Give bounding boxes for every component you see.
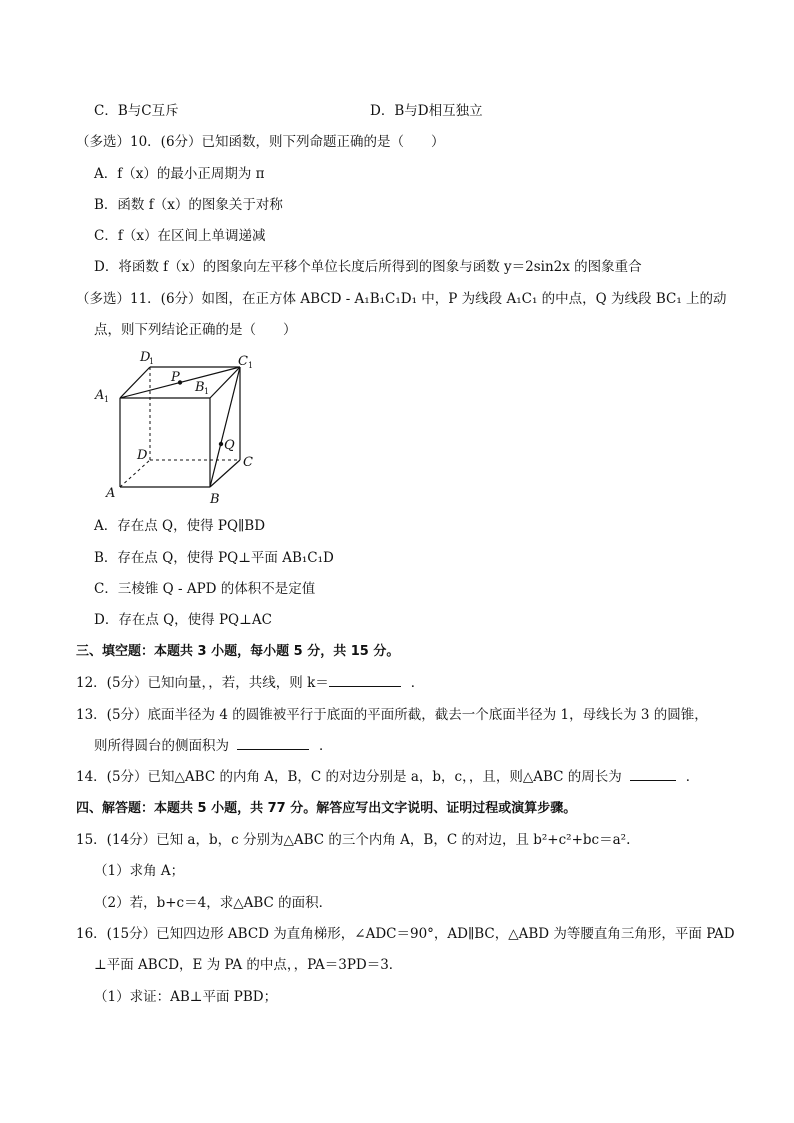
point-q [219,442,223,446]
q13-answer-blank[interactable] [237,737,309,750]
q11-stem-line1: （多选）11．(6分）如图，在正方体 ABCD - A₁B₁C₁D₁ 中，P 为线段 A₁C₁ 的中点，Q 为线段 BC₁ 上的动 [76,291,727,307]
q10-option-b: B．函数 f（x）的图象关于对称 [94,197,283,213]
section-4-heading: 四、解答题：本题共 5 小题，共 77 分。解答应写出文字说明、证明过程或演算步骤。 [76,801,577,816]
q15-stem: 15．(14分）已知 a，b，c 分别为△ABC 的三个内角 A，B，C 的对边，且 b²+c²+bc＝a². [76,832,631,848]
q16-part1: （1）求证：AB⊥平面 PBD； [94,989,278,1005]
q13-text: 则所得圆台的侧面积为 [94,738,229,754]
q12-answer-blank[interactable] [329,674,401,687]
q13-line2 [94,737,333,755]
label-d: D [137,448,148,463]
q9-option-d: D．B与D相互独立 [370,103,483,119]
q10-stem: （多选）10．(6分）已知函数，则下列命题正确的是（ ） [76,134,445,150]
q14 [76,768,699,786]
label-c1: C [238,354,248,369]
label-b1-sub: 1 [204,387,210,396]
q14-text: 14．(5分）已知△ABC 的内角 A，B，C 的对边分别是 a，b，c，，且，则△ABC 的周长为 [76,769,622,785]
q12-text: 12．(5分）已知向量，，若，共线，则 k＝ [76,675,329,691]
visible-edges [120,367,240,487]
label-b: B [210,492,220,507]
cube-figure [90,345,270,510]
label-c: C [243,455,253,470]
label-a1-sub: 1 [104,395,110,404]
q10-option-d: D．将函数 f（x）的图象向左平移个单位长度后所得到的图象与函数 y＝2sin2x 的图象重合 [94,259,642,275]
q16-line1: 16．(15分）已知四边形 ABCD 为直角梯形，∠ADC＝90°，AD∥BC，△ABD 为等腰直角三角形，平面 PAD [76,926,735,942]
diagonal-bc1 [210,367,240,487]
q11-option-c: C．三棱锥 Q - APD 的体积不是定值 [94,581,316,597]
label-a1: A [95,388,105,403]
edge-ad [120,460,150,487]
q9-option-c: C．B与C互斥 [94,103,179,119]
q13-line1: 13．(5分）底面半径为 4 的圆锥被平行于底面的平面所截，截去一个底面半径为 1，母线长为 3 的圆锥， [76,707,708,723]
label-b1: B [195,380,205,395]
q13-tail: ． [319,738,333,754]
q14-tail: ． [685,769,700,785]
q15-part2: （2）若，b+c＝4，求△ABC 的面积． [94,895,333,911]
edge-b1c1 [210,367,240,398]
q15-part1: （1）求角 A； [94,863,185,879]
q16-line2: ⊥平面 ABCD，E 为 PA 的中点，，PA＝3PD＝3． [94,957,403,973]
q14-answer-blank[interactable] [630,768,676,781]
q11-option-a: A．存在点 Q，使得 PQ∥BD [94,518,266,534]
q11-option-b: B．存在点 Q，使得 PQ⊥平面 AB₁C₁D [94,550,334,566]
label-d1: D [140,350,151,365]
section-3-heading: 三、填空题：本题共 3 小题，每小题 5 分，共 15 分。 [76,644,400,659]
edge-a1d1 [120,367,150,398]
label-a: A [106,486,116,501]
label-c1-sub: 1 [248,361,254,370]
label-d1-sub: 1 [149,357,155,366]
q12 [76,674,424,692]
label-q: Q [224,438,235,453]
label-p: P [171,370,180,385]
q11-option-d: D．存在点 Q，使得 PQ⊥AC [94,612,272,628]
edge-bc [210,460,240,487]
q10-option-a: A．f（x）的最小正周期为 π [94,166,265,182]
q12-tail: ． [410,675,425,691]
q10-option-c: C．f（x）在区间上单调递减 [94,228,266,244]
q11-stem-line2: 点，则下列结论正确的是（ ） [94,322,297,338]
